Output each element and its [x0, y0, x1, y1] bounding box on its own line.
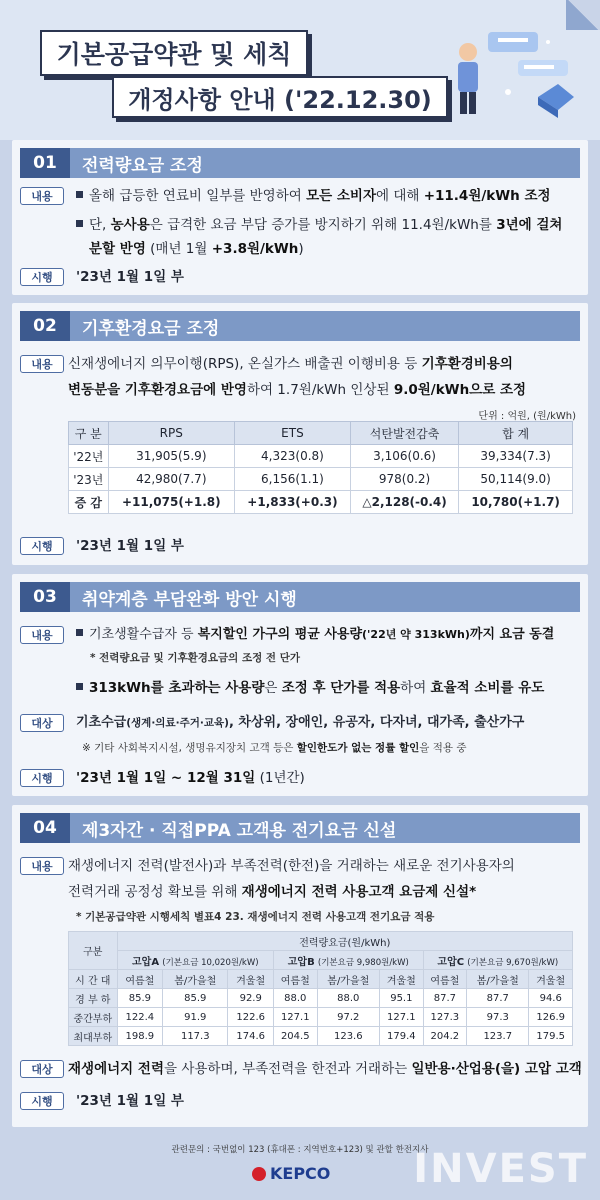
table-cell: '22년 [69, 445, 109, 468]
table-header: 여름철 [117, 970, 163, 989]
document-illustration-icon [448, 22, 578, 122]
s1-bullet-2: 단, 농사용은 급격한 요금 부담 증가를 방지하기 위해 11.4원/kWh를 3년에 걸쳐 [76, 216, 562, 234]
table-cell: 87.7 [423, 989, 466, 1008]
table-header: 겨울철 [380, 970, 424, 989]
table-row [69, 1008, 573, 1027]
header [0, 0, 600, 140]
table-row [69, 989, 573, 1008]
table-header: 겨울철 [228, 970, 274, 989]
table-header: 봄/가을철 [317, 970, 380, 989]
table-cell: 117.3 [163, 1027, 228, 1046]
table-cell: 179.5 [529, 1027, 573, 1046]
table-cell: 123.7 [467, 1027, 529, 1046]
table-cell: 127.1 [380, 1008, 424, 1027]
content-tag: 내용 [20, 857, 64, 875]
s2-unit-note: 단위 : 억원, (원/kWh) [478, 411, 576, 422]
s2-line-2: 변동분을 기후환경요금에 반영하여 1.7원/kWh 인상된 9.0원/kWh으로 조정 [68, 382, 527, 398]
content-tag: 내용 [20, 626, 64, 644]
table-header: 구 분 [69, 422, 109, 445]
table-header: 겨울철 [529, 970, 573, 989]
s4-effective-date: '23년 1월 1일 부 [76, 1093, 184, 1109]
table-cell: 122.4 [117, 1008, 163, 1027]
s4-line-2: 전력거래 공정성 확보를 위해 재생에너지 전력 사용고객 요금제 신설* [68, 884, 477, 900]
table-cell: 204.2 [423, 1027, 466, 1046]
section-01 [12, 140, 588, 295]
s3-note-2: ※ 기타 사회복지시설, 생명유지장치 고객 등은 할인한도가 없는 정률 할인을 적용 중 [82, 742, 467, 754]
table-header: 고압A (기본요금 10,020원/kW) [117, 951, 273, 970]
table-cell: △2,128(-0.4) [350, 491, 458, 514]
table-header: 봄/가을철 [467, 970, 529, 989]
brand-name: KEPCO [270, 1164, 331, 1183]
table-cell: 88.0 [317, 989, 380, 1008]
s1-bullet-2-cont: 분할 반영 (매년 1월 +3.8원/kWh) [89, 241, 304, 257]
table-header: 여름철 [423, 970, 466, 989]
table-cell: 123.6 [317, 1027, 380, 1046]
section-04 [12, 805, 588, 1127]
kepco-logo [252, 1164, 330, 1183]
table-cell: 3,106(0.6) [350, 445, 458, 468]
table-header: ETS [235, 422, 351, 445]
table-row [69, 468, 573, 491]
table-cell: 204.5 [273, 1027, 317, 1046]
table-cell: 87.7 [467, 989, 529, 1008]
row-label: 경 부 하 [69, 989, 118, 1008]
s2-effective-date: '23년 1월 1일 부 [76, 538, 184, 554]
section-header [20, 148, 580, 178]
target-tag: 대상 [20, 714, 64, 732]
table-cell: +1,833(+0.3) [235, 491, 351, 514]
table-header: RPS [108, 422, 234, 445]
table-header: 석탄발전감축 [350, 422, 458, 445]
target-tag: 대상 [20, 1060, 64, 1078]
effective-tag: 시행 [20, 268, 64, 286]
section-title: 제3자간 · 직접PPA 고객용 전기요금 신설 [82, 820, 397, 841]
kepco-mark-icon [252, 1167, 266, 1181]
table-cell: 10,780(+1.7) [459, 491, 573, 514]
table-cell: 91.9 [163, 1008, 228, 1027]
s4-note: * 기본공급약관 시행세칙 별표4 23. 재생에너지 전력 사용고객 전기요금 적용 [76, 911, 435, 923]
effective-tag: 시행 [20, 769, 64, 787]
s1-effective-date: '23년 1월 1일 부 [76, 269, 184, 285]
section-header [20, 311, 580, 341]
section-title: 취약계층 부담완화 방안 시행 [82, 589, 297, 610]
content-tag: 내용 [20, 187, 64, 205]
table-cell: 92.9 [228, 989, 274, 1008]
table-header: 합 계 [459, 422, 573, 445]
section-title: 전력량요금 조정 [82, 155, 203, 176]
table-cell: 85.9 [163, 989, 228, 1008]
s2-line-1: 신재생에너지 의무이행(RPS), 온실가스 배출권 이행비용 등 기후환경비용의 [68, 356, 513, 372]
table-cell: 127.3 [423, 1008, 466, 1027]
contact-info: 관련문의 : 국번없이 123 (휴대폰 : 지역번호+123) 및 관할 한전지사 [171, 1145, 429, 1155]
table-cell: 42,980(7.7) [108, 468, 234, 491]
table-cell: '23년 [69, 468, 109, 491]
section-title: 기후환경요금 조정 [82, 318, 220, 339]
table-cell: 95.1 [380, 989, 424, 1008]
ppa-rate-table [68, 931, 573, 1046]
table-header: 시 간 대 [69, 970, 118, 989]
s1-bullet-1: 올해 급등한 연료비 일부를 반영하여 모든 소비자에 대해 +11.4원/kWh 조정 [76, 187, 551, 205]
s3-bullet-1: 기초생활수급자 등 복지할인 가구의 평균 사용량('22년 약 313kWh)까지 요금 동결 [76, 626, 554, 644]
section-03 [12, 574, 588, 796]
effective-tag: 시행 [20, 1092, 64, 1110]
table-cell: 97.2 [317, 1008, 380, 1027]
table-cell: 94.6 [529, 989, 573, 1008]
content-tag: 내용 [20, 355, 64, 373]
table-cell: 174.6 [228, 1027, 274, 1046]
section-header [20, 582, 580, 612]
s4-line-1: 재생에너지 전력(발전사)과 부족전력(한전)을 거래하는 새로운 전기사용자의 [68, 858, 515, 874]
table-header: 고압B (기본요금 9,980원/kW) [273, 951, 423, 970]
s3-effective-date: '23년 1월 1일 ~ 12월 31일 (1년간) [76, 770, 305, 786]
table-cell: 198.9 [117, 1027, 163, 1046]
table-header: 전력량요금(원/kWh) [117, 932, 572, 951]
section-number: 03 [20, 582, 70, 612]
table-row [69, 445, 573, 468]
section-number: 01 [20, 148, 70, 178]
table-header: 고압C (기본요금 9,670원/kW) [423, 951, 572, 970]
section-header [20, 813, 580, 843]
table-cell: 85.9 [117, 989, 163, 1008]
section-02 [12, 303, 588, 565]
row-label: 중간부하 [69, 1008, 118, 1027]
s4-target: 재생에너지 전력을 사용하며, 부족전력을 한전과 거래하는 일반용·산업용(을) 고압 고객 [68, 1061, 582, 1077]
table-row [69, 491, 573, 514]
s3-note-1: * 전력량요금 및 기후환경요금의 조정 전 단가 [90, 652, 300, 664]
table-header: 여름철 [273, 970, 317, 989]
section-number: 04 [20, 813, 70, 843]
effective-tag: 시행 [20, 537, 64, 555]
table-cell: 179.4 [380, 1027, 424, 1046]
s3-bullet-2: 313kWh를 초과하는 사용량은 조정 후 단가를 적용하여 효율적 소비를 유도 [76, 679, 544, 697]
table-cell: 6,156(1.1) [235, 468, 351, 491]
table-header: 봄/가을철 [163, 970, 228, 989]
table-cell: 97.3 [467, 1008, 529, 1027]
table-cell: 122.6 [228, 1008, 274, 1027]
s3-target: 기초수급(생계·의료·주거·교육), 차상위, 장애인, 유공자, 다자녀, 대가족, 출산가구 [76, 715, 525, 730]
table-cell: 증 감 [69, 491, 109, 514]
title-line-1: 기본공급약관 및 세칙 [40, 30, 308, 76]
table-header: 구분 [69, 932, 118, 970]
table-cell: 31,905(5.9) [108, 445, 234, 468]
climate-cost-table [68, 421, 573, 514]
table-row [69, 1027, 573, 1046]
title-line-2: 개정사항 안내 ('22.12.30) [112, 76, 448, 118]
table-cell: 4,323(0.8) [235, 445, 351, 468]
section-number: 02 [20, 311, 70, 341]
table-cell: 88.0 [273, 989, 317, 1008]
table-cell: 978(0.2) [350, 468, 458, 491]
table-cell: 39,334(7.3) [459, 445, 573, 468]
table-cell: +11,075(+1.8) [108, 491, 234, 514]
table-cell: 126.9 [529, 1008, 573, 1027]
table-cell: 50,114(9.0) [459, 468, 573, 491]
row-label: 최대부하 [69, 1027, 118, 1046]
watermark: INVEST [413, 1146, 588, 1192]
table-cell: 127.1 [273, 1008, 317, 1027]
